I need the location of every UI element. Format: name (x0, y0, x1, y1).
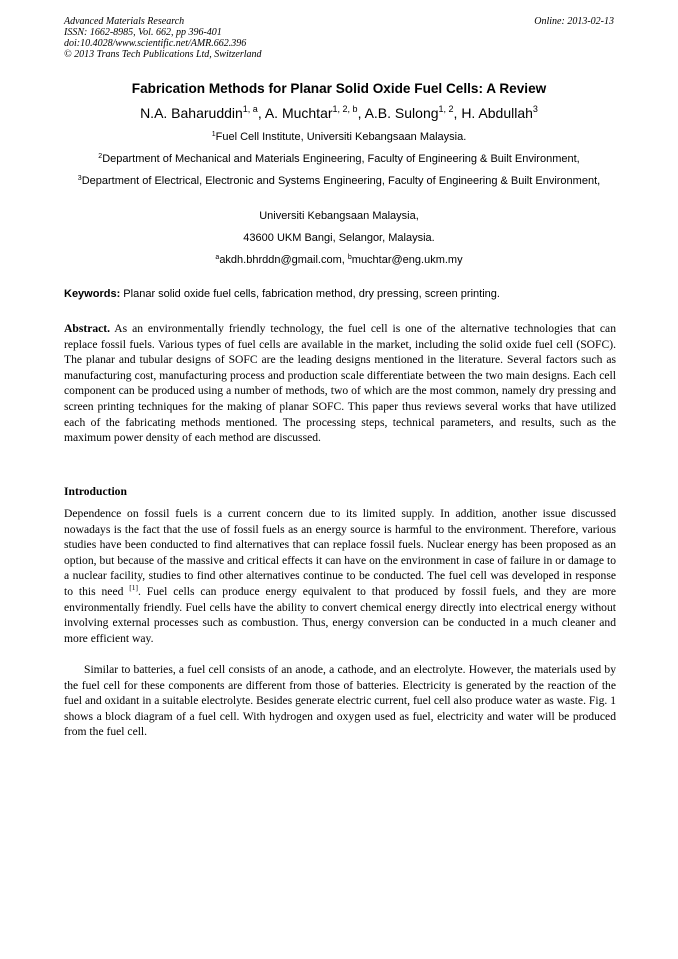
affiliation-2 (40, 153, 638, 166)
journal-name: Advanced Materials Research (64, 16, 185, 27)
journal-info (64, 16, 616, 60)
abstract (64, 321, 616, 446)
introduction-paragraph-2: Similar to batteries, a fuel cell consists of an anode, a cathode, and an electrolyte. However, the materials used by the fuel cell for these components are different from those of batteries. Electricity is generated by the reaction of the fuel and oxidant in a suitable electrolyte. Besides generate electric current, fuel cell also produce water as waste. Fig. 1 shows a block diagram of a fuel cell. With hydrogen and oxygen used as fuel, electricity and water will be produced from the fuel cell. (64, 663, 616, 739)
author-name: A.B. Sulong (364, 105, 439, 121)
affiliation-address: 43600 UKM Bangi, Selangor, Malaysia. (243, 232, 435, 244)
author-affiliation-mark: 1, 2 (438, 104, 454, 114)
author-separator: , (453, 105, 462, 121)
email-a: akdh.bhrddn@gmail.com, (219, 254, 348, 266)
journal-issn: ISSN: 1662-8985, Vol. 662, pp 396-401 (64, 27, 222, 38)
section-heading-introduction: Introduction (64, 485, 127, 498)
keywords (64, 287, 616, 301)
introduction-paragraph-1 (64, 506, 616, 646)
affiliation-mark: 3 (77, 175, 82, 182)
abstract-label: Abstract. (64, 322, 111, 335)
journal-copyright: © 2013 Trans Tech Publications Ltd, Switzerland (64, 49, 262, 60)
affiliation-mark: 2 (98, 153, 103, 160)
author-affiliation-mark: 1, 2, b (332, 104, 358, 114)
author-separator: , (257, 105, 265, 121)
affiliation-text: Department of Electrical, Electronic and Systems Engineering, Faculty of Engineering & Built Environment, (81, 175, 601, 187)
affiliation-1 (40, 131, 638, 144)
journal-doi: doi:10.4028/www.scientific.net/AMR.662.396 (64, 38, 247, 49)
author-name: H. Abdullah (461, 105, 533, 121)
citation-ref: [1] (129, 582, 138, 592)
paragraph-text: . Fuel cells can produce energy equivalent to that produced by fossil fuels, and they are more environmentally friendly. Fuel cells have the ability to convert chemical energy directly into electrical energy without involving external processes such as combustion. Thus, energy conversion can be conducted in a much cleaner and more efficient way. (64, 584, 616, 645)
author-emails (40, 254, 638, 267)
paragraph-text: Dependence on fossil fuels is a current concern due to its limited supply. In addition, another issue discussed nowadays is the fact that the use of fossil fuels as an energy source is harmful to the environment. Therefore, various studies have been conducted to find alternatives that can replace fossil fuels. Nuclear energy has been proposed as an option, but because of the massive and critical effects it can have on the environment in case of failure in or damage to a nuclear facility, studies to find other alternatives continue to be conducted. The fuel cell was developed in response to this need (64, 507, 616, 598)
email-b: muchtar@eng.ukm.my (351, 254, 463, 266)
affiliation-mark: 1 (211, 131, 216, 138)
affiliation-text: Department of Mechanical and Materials Engineering, Faculty of Engineering & Built Environment, (102, 153, 580, 165)
author-separator: , (357, 105, 365, 121)
email-mark: b (347, 254, 352, 261)
paper-title: Fabrication Methods for Planar Solid Oxide Fuel Cells: A Review (131, 81, 547, 96)
journal-header (64, 16, 616, 60)
online-date: Online: 2013-02-13 (534, 16, 614, 27)
keywords-text: Planar solid oxide fuel cells, fabrication method, dry pressing, screen printing. (120, 288, 500, 300)
keywords-label: Keywords: (64, 288, 121, 300)
abstract-text: As an environmentally friendly technology, the fuel cell is one of the alternative technologies that can replace fossil fuels. Various types of fuel cells are available in the market, including the solid oxide fuel cell (SOFC). The planar and tubular designs of SOFC are the leading designs mentioned in the literature. Several factors such as manufacturing cost, manufacturing process and production scale differentiate between the two main designs. Each cell component can be produced using a number of methods, two of which are the most common, namely dry pressing and screen printing techniques for the making of planar SOFC. This paper thus reviews several works that have utilized each of the fabricating methods mentioned. The processing steps, technical parameters, and results, such as the maximum power density of each method are discussed. (64, 322, 616, 445)
affiliation-3 (70, 175, 608, 188)
author-name: N.A. Baharuddin (140, 105, 243, 121)
author-name: A. Muchtar (264, 105, 333, 121)
affiliation-text: Fuel Cell Institute, Universiti Kebangsaan Malaysia. (215, 131, 467, 143)
affiliation-university: Universiti Kebangsaan Malaysia, (259, 210, 419, 222)
email-mark: a (215, 254, 220, 261)
author-list (40, 102, 638, 124)
author-affiliation-mark: 1, a (242, 104, 258, 114)
author-affiliation-mark: 3 (532, 104, 538, 114)
